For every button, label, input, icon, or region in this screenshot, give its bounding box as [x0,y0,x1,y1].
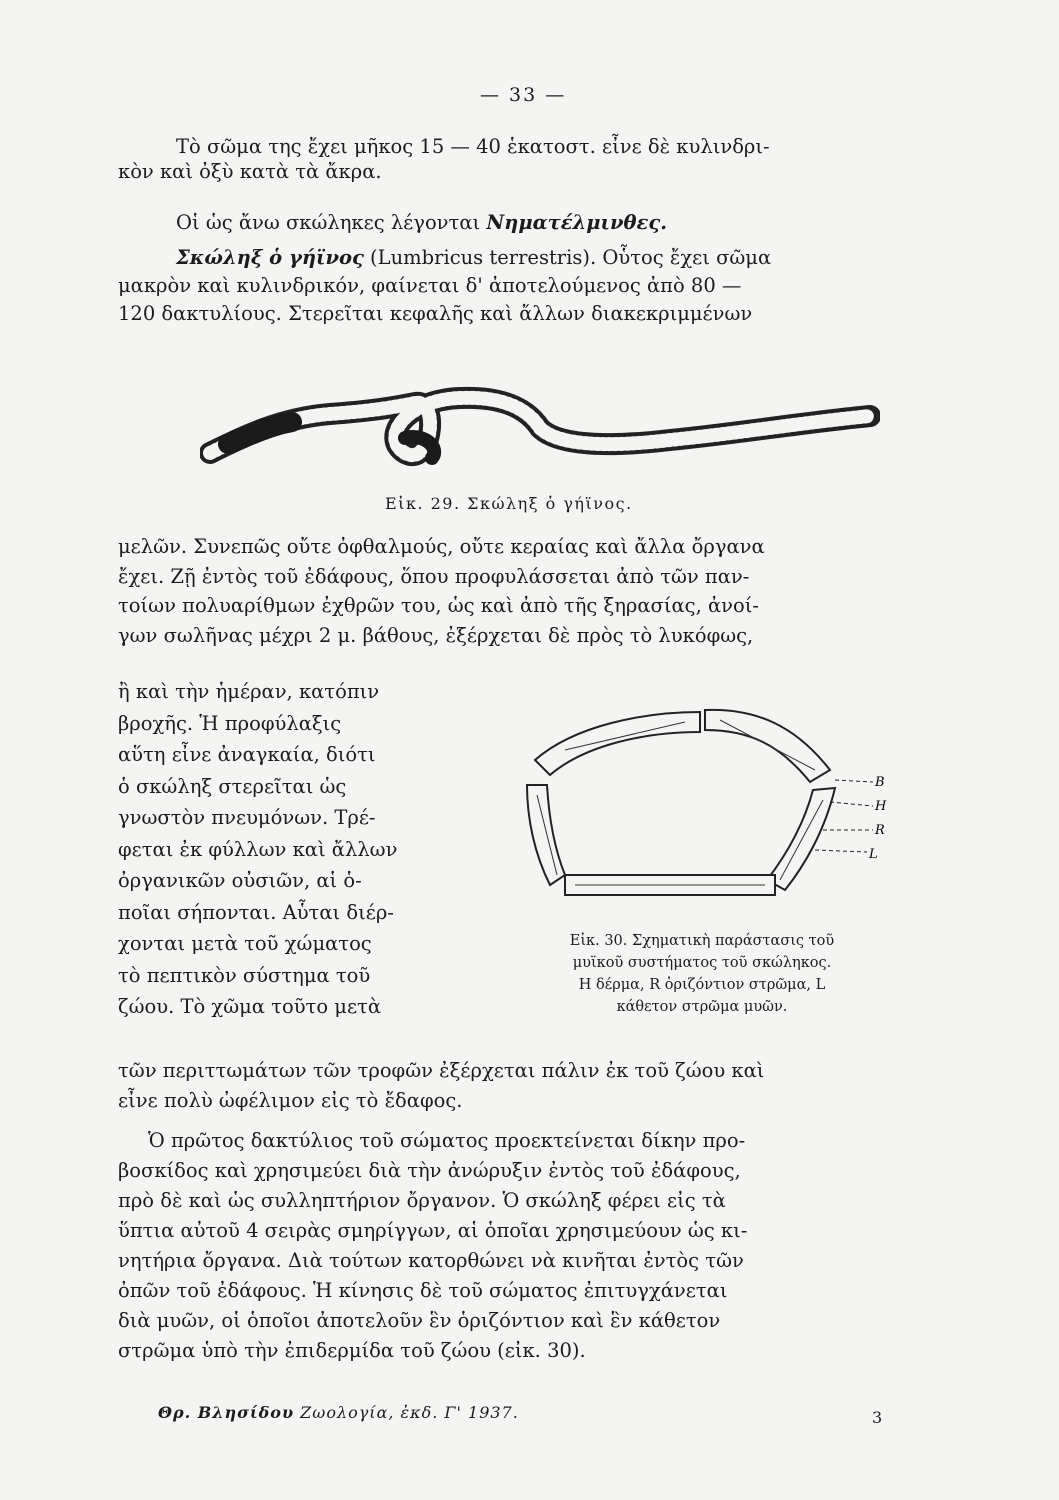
text-line: ὀργανικῶν οὐσιῶν, αἱ ὁ- [118,869,362,892]
text-line: Τὸ σῶμα της ἔχει μῆκος 15 — 40 ἑκατοστ. εἶνε δὲ κυλινδρι- [176,135,770,158]
nematelminthes-line [118,210,938,237]
text-line: ὀπῶν τοῦ ἐδάφους. Ἡ κίνησις δὲ τοῦ σώματος ἐπιτυγχάνεται [118,1279,728,1302]
body-wide-paragraph [118,532,938,650]
text-line: τῶν περιττωμάτων τῶν τροφῶν ἐξέρχεται πάλιν ἐκ τοῦ ζώου καὶ [118,1059,765,1082]
lumbricus-paragraph [118,244,938,328]
lumbricus-heading: Σκώληξ ὁ γήϊνος [176,246,364,269]
footer-text: Ζωολογία, ἐκδ. Γ' 1937. [294,1403,519,1422]
text-line: αὕτη εἶνε ἀναγκαία, διότι [118,743,376,766]
footer-citation [158,1403,519,1422]
intro-paragraph [118,134,938,184]
earthworm-illustration [200,378,880,488]
nemat-text: Οἱ ὡς ἄνω σκώληκες λέγονται [176,211,487,234]
label-b: B [875,775,885,790]
page-number: — 33 — [480,84,567,106]
text-line: ὁ σκώληξ στερεῖται ὡς [118,774,347,798]
text-line: ἢ καὶ τὴν ἡμέραν, κατόπιν [118,680,380,703]
caption-line: Η δέρμα, R ὁριζόντιον στρῶμα, L [578,977,826,993]
text-line: μακρὸν καὶ κυλινδρικόν, φαίνεται δ' ἀποτελούμενος ἀπὸ 80 — [118,274,742,297]
text-line: ὕπτια αὐτοῦ 4 σειρὰς σμηρίγγων, αἱ ὁποῖαι χρησιμεύουν ὡς κι- [118,1219,748,1242]
text-line: ἔχει. Ζῇ ἐντὸς τοῦ ἐδάφους, ὅπου προφυλάσσεται ἀπὸ τῶν παν- [118,564,750,588]
body-after-paragraph [118,1056,938,1116]
text-line: γνωστὸν πνευμόνων. Τρέ- [118,806,376,829]
text-line: ζώου. Τὸ χῶμα τοῦτο μετὰ [118,995,382,1018]
text-line: φεται ἐκ φύλλων καὶ ἄλλων [118,837,398,861]
text-line: γων σωλῆνας μέχρι 2 μ. βάθους, ἐξέρχεται δὲ πρὸς τὸ λυκόφως, [118,623,754,647]
text-line: διὰ μυῶν, οἱ ὁποῖοι ἀποτελοῦν ἓν ὁριζόντιον καὶ ἓν κάθετον [118,1309,721,1332]
label-l: L [869,847,878,862]
text-line: χονται μετὰ τοῦ χώματος [118,932,372,955]
footer-signature-number: 3 [872,1408,883,1427]
text-line: πρὸ δὲ καὶ ὡς συλληπτήριον ὄργανον. Ὁ σκώληξ φέρει εἰς τὰ [118,1189,726,1212]
caption-line: Εἰκ. 30. Σχηματικὴ παράστασις τοῦ [569,933,835,949]
text-line: ποῖαι σήπονται. Αὗται διέρ- [118,900,394,924]
body-final-paragraph [118,1126,938,1366]
muscle-system-diagram [505,690,900,925]
label-h: H [875,799,887,814]
text-line: Ὁ πρῶτος δακτύλιος τοῦ σώματος προεκτείνεται δίκην προ- [148,1129,746,1152]
figure-30-caption [492,930,912,1018]
text-line: βροχῆς. Ἡ προφύλαξις [118,711,342,735]
footer-author: Θρ. Βλησίδου [158,1403,295,1422]
text-line: τοίων πολυαρίθμων ἐχθρῶν του, ὡς καὶ ἀπὸ τῆς ξηρασίας, ἀνοί- [118,594,759,617]
text-line: τὸ πεπτικὸν σύστημα τοῦ [118,963,371,987]
body-narrow-column [118,676,478,1023]
text-line: μελῶν. Συνεπῶς οὔτε ὀφθαλμούς, οὔτε κεραίας καὶ ἄλλα ὄργανα [118,535,765,558]
text-line: (Lumbricus terrestris). Οὗτος ἔχει σῶμα [363,246,772,269]
label-r: R [875,823,885,838]
text-line: νητήρια ὄργανα. Διὰ τούτων κατορθώνει νὰ κινῆται ἐντὸς τῶν [118,1249,744,1272]
text-line: εἶνε πολὺ ὠφέλιμον εἰς τὸ ἔδαφος. [118,1089,463,1112]
text-line: κὸν καὶ ὀξὺ κατὰ τὰ ἄκρα. [118,160,382,183]
text-line: στρῶμα ὑπὸ τὴν ἐπιδερμίδα τοῦ ζώου (εἰκ. 30). [118,1339,586,1362]
caption-line: κάθετον στρῶμα μυῶν. [616,999,788,1015]
text-line: 120 δακτυλίους. Στερεῖται κεφαλῆς καὶ ἄλλων διακεκριμμένων [118,302,753,325]
caption-line: μυϊκοῦ συστήματος τοῦ σκώληκος. [572,955,832,971]
nemat-term: Νηματέλμινθες. [486,211,668,234]
text-line: βοσκίδος καὶ χρησιμεύει διὰ τὴν ἀνώρυξιν ἐντὸς τοῦ ἐδάφους, [118,1159,741,1182]
figure-29-caption: Εἰκ. 29. Σκώληξ ὁ γήϊνος. [385,494,633,513]
